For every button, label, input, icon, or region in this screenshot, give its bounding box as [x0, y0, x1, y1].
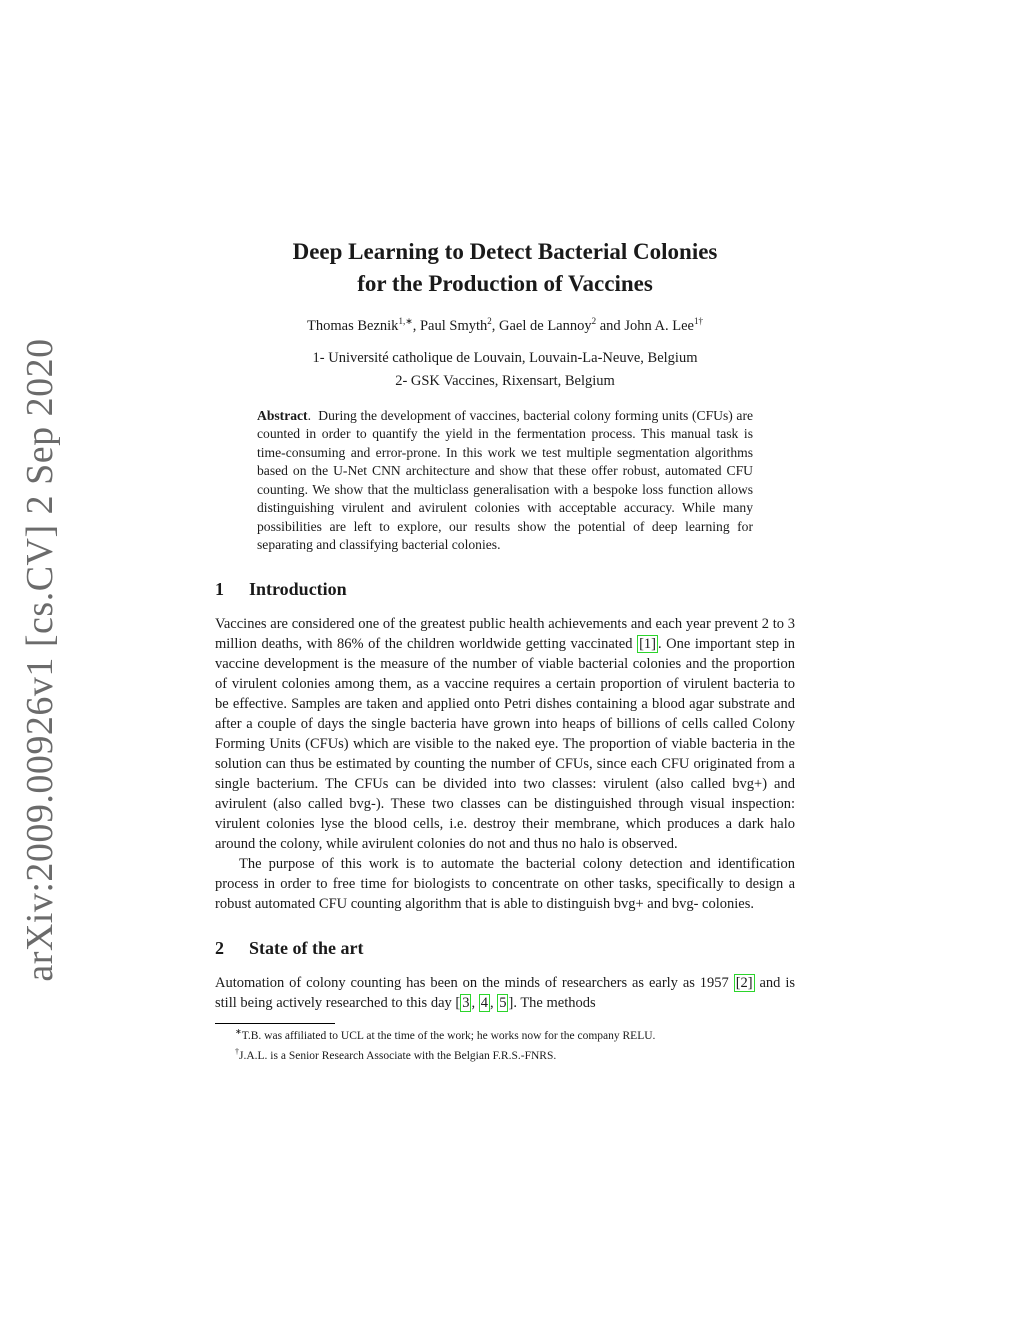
paragraph-text: . One important step in vaccine development is the measure of the number of viable bacterial colonies and the proportion of virulent colonies among them, as a vaccine requires a certain proportion of virulent bacteria to be effective. Samples are taken and applied onto Petri dishes containing a blood agar substrate and after a couple of days the single bacteria have grown into heaps of billions of cells called Colony Forming Units (CFUs) which are visible to the naked eye. The proportion of viable bacteria in the solution can thus be estimated by counting the number of CFUs, since each CFU originated from a single bacterium. The CFUs can be divided into two classes: virulent (also called bvg+) and avirulent (also called bvg-). These two classes can be distinguished through visual inspection: virulent colonies lyse the blood cells, i.e. destroy their membrane, which produces a dark halo around the colony, while avirulent colonies do not and thus no halo is observed. [215, 635, 796, 852]
affiliation-1: 1- Université catholique de Louvain, Louvain-La-Neuve, Belgium [312, 349, 698, 366]
title-line-2: for the Production of Vaccines [357, 271, 653, 296]
affiliation-2: 2- GSK Vaccines, Rixensart, Belgium [395, 372, 615, 389]
section-title: Introduction [249, 578, 347, 599]
footnote-mark: † [235, 1046, 239, 1056]
title-line-1: Deep Learning to Detect Bacterial Colonies [292, 239, 718, 264]
footnote-1 [215, 1024, 795, 1044]
citation-separator: , [471, 994, 479, 1011]
paragraph-text: . The methods [513, 994, 596, 1011]
section-number: 2 [215, 937, 224, 958]
section-heading-state-of-the-art [215, 938, 795, 959]
citation-link[interactable]: [1] [639, 635, 656, 652]
section-number: 1 [215, 578, 224, 599]
paragraph-text: and is still being actively researched to this day [215, 974, 795, 1011]
intro-paragraph-2: The purpose of this work is to automate the bacterial colony detection and identification process in order to free time for biologists to concentrate on other tasks, specifically to design a robust automated CFU counting algorithm that is able to distinguish bvg+ and bvg- colonies. [215, 855, 795, 912]
author-affiliation-mark: 2 [487, 316, 492, 326]
state-of-art-paragraph [215, 973, 795, 1013]
citation-bracket: [ [455, 994, 461, 1011]
author-affiliation-mark: 2 [591, 316, 597, 326]
author-name: Gael de Lannoy [499, 317, 592, 334]
arxiv-identifier: arXiv:2009.00926v1 [cs.CV] 2 Sep 2020 [19, 338, 61, 982]
citation-separator: , [489, 994, 498, 1011]
paper-page [215, 236, 795, 1063]
affiliations [215, 347, 795, 393]
abstract: Abstract. During the development of vaccines, bacterial colony forming units (CFUs) are counted in order to quantify the yield in the fermentation process. This manual task is time-consuming and error-prone. In this work we test multiple segmentation algorithms based on the U-Net CNN architecture and show that these offer robust, automated CFU counting. We show that the multiclass generalisation with a bespoke loss function allows distinguishing virulent and avirulent colonies with acceptable accuracy. While many possibilities are left to explore, our results show the potential of deep learning for separating and classifying bacterial colonies. [257, 407, 754, 553]
citation-bracket: ] [508, 994, 514, 1011]
author-name: Paul Smyth [419, 317, 488, 334]
author-affiliation-mark: 1† [693, 316, 703, 326]
citation-link[interactable]: 4 [480, 994, 488, 1011]
footnote-text: T.B. was affiliated to UCL at the time of the work; he works now for the company RELU. [241, 1029, 656, 1042]
intro-paragraph-1 [215, 614, 795, 854]
footnote-2 [215, 1044, 795, 1064]
abstract-text: During the development of vaccines, bacterial colony forming units (CFUs) are counted in order to quantify the yield in the fermentation process. This manual task is time-consuming and error-prone. In this work we test multiple segmentation algorithms based on the U-Net CNN architecture and show that these offer robust, automated CFU counting. We show that the multiclass generalisation with a bespoke loss function allows distinguishing virulent and avirulent colonies with acceptable accuracy. While many possibilities are left to explore, our results show the potential of deep learning for separating and classifying bacterial colonies. [257, 407, 754, 553]
abstract-label: Abstract [257, 407, 308, 423]
citation-link[interactable]: 3 [462, 994, 470, 1011]
arxiv-sidebar-stamp [10, 338, 70, 982]
author-name: Thomas Beznik [307, 317, 399, 334]
paragraph-text: Automation of colony counting has been on the minds of researchers as early as 1957 [215, 974, 734, 991]
footnote-mark: ∗ [235, 1026, 242, 1036]
author-list: Thomas Beznik$^{1,∗}$, Paul Smyth$^2$, Gael de Lannoy$^2$ and John A. Lee$^{1\dagger}$ [307, 316, 703, 334]
author-affiliation-mark: 1,∗ [398, 316, 413, 326]
author-name: John A. Lee [624, 317, 694, 334]
paragraph-text: Vaccines are considered one of the greatest public health achievements and each year prevent 2 to 3 million deaths, with 86% of the children worldwide getting vaccinated [215, 615, 795, 652]
citation-link[interactable]: 5 [499, 994, 507, 1011]
section-heading-introduction [215, 579, 795, 600]
citation-link[interactable]: [2] [735, 974, 753, 991]
section-title: State of the art [249, 937, 364, 958]
paper-title [215, 236, 795, 300]
footnote-text: J.A.L. is a Senior Research Associate with the Belgian F.R.S.-FNRS. [239, 1049, 557, 1062]
